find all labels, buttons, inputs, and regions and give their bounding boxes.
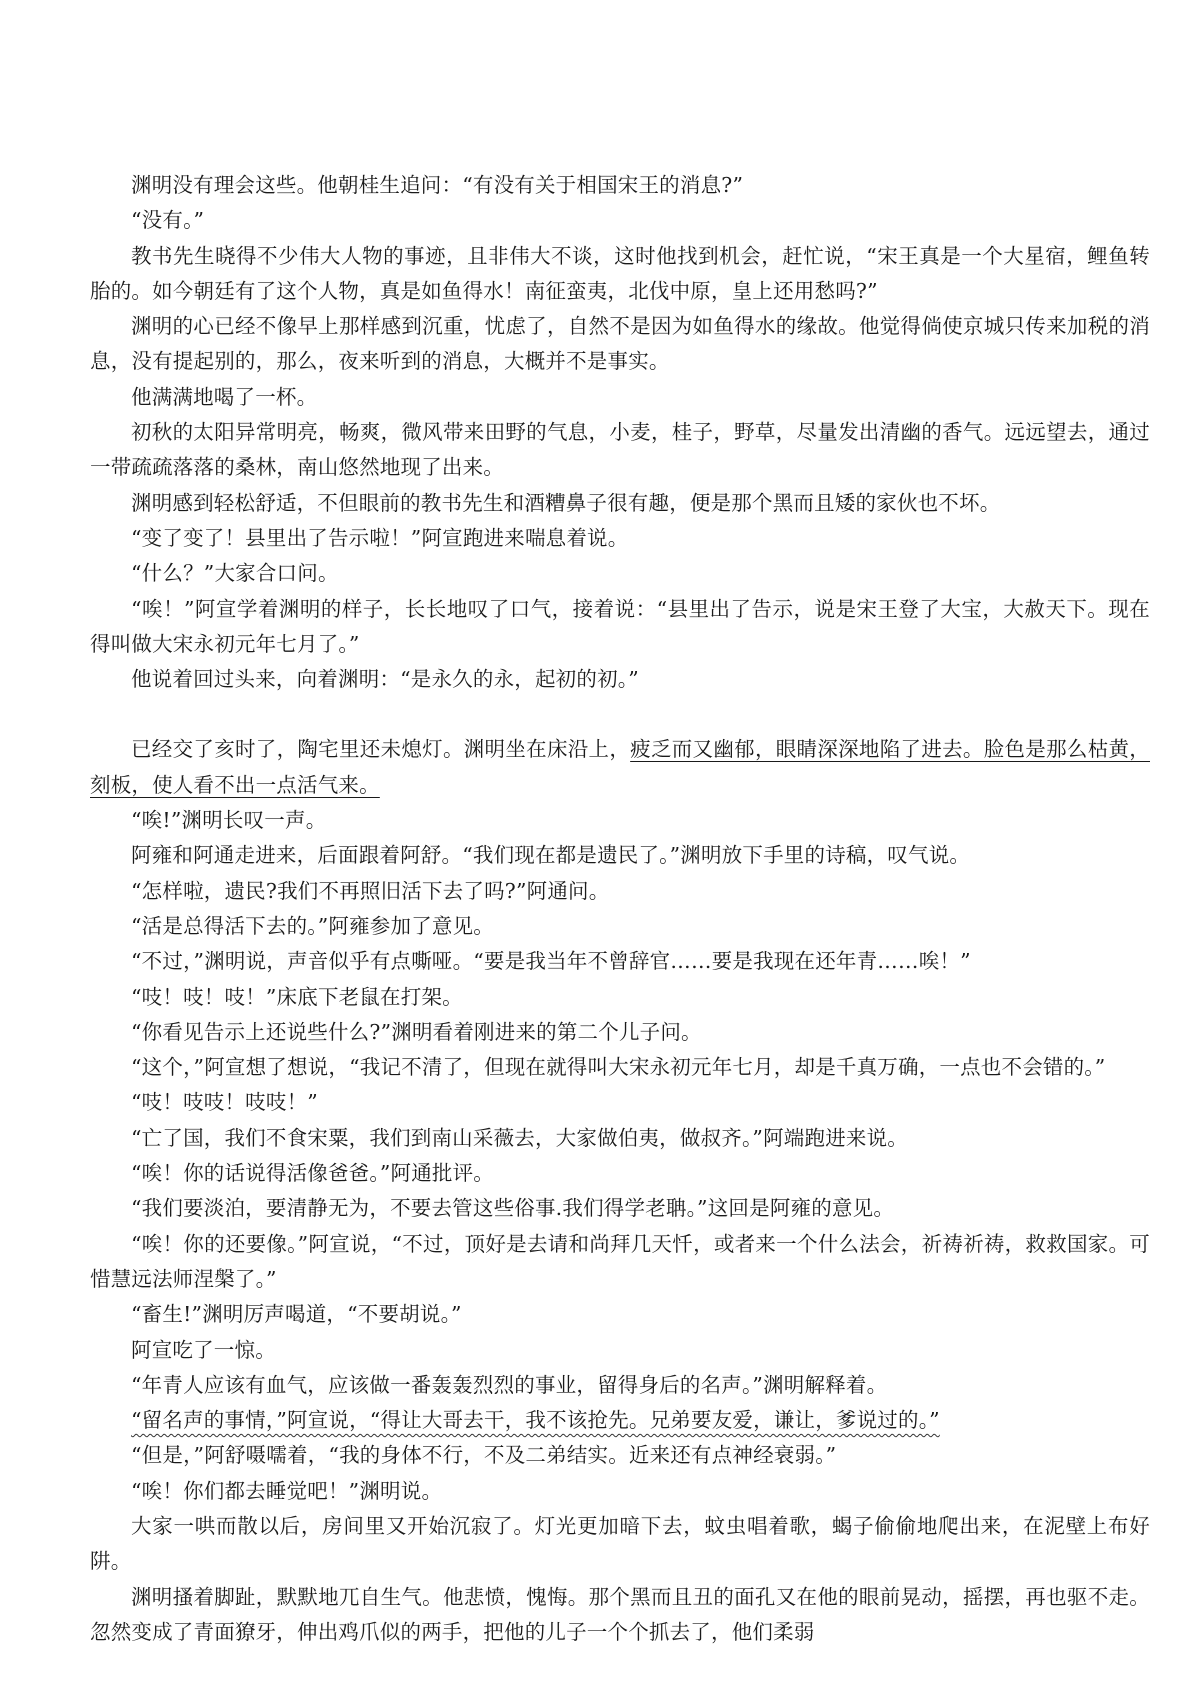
paragraph: “年青人应该有血气，应该做一番轰轰烈烈的事业，留得身后的名声。”渊明解释着。 xyxy=(131,1372,888,1397)
paragraph: 初秋的太阳异常明亮，畅爽，微风带来田野的气息，小麦，桂子，野草，尽量发出清幽的香气。远远望去，通过一带疏疏落落的桑林，南山悠然地现了出来。 xyxy=(90,420,1150,480)
underlined-text: 疲乏而又幽郁，眼睛深深地陷了进去。脸色是那么枯黄，刻板，使人看不出一点活气来。 xyxy=(90,737,1150,797)
paragraph: “不过，”渊明说，声音似乎有点嘶哑。“要是我当年不曾辞官……要是我现在还年青……唉！” xyxy=(131,949,971,974)
paragraph: 渊明没有理会这些。他朝桂生追问：“有没有关于相国宋王的消息?” xyxy=(131,173,744,197)
paragraph: “你看见告示上还说些什么?”渊明看着刚进来的第二个儿子问。 xyxy=(131,1019,702,1044)
paragraph-underlined-passage xyxy=(90,732,1150,803)
paragraph: 阿雍和阿通走进来，后面跟着阿舒。“我们现在都是遗民了。”渊明放下手里的诗稿，叹气说。 xyxy=(131,843,971,868)
paragraph: “但是，”阿舒嗫嚅着，“我的身体不行，不及二弟结实。近来还有点神经衰弱。” xyxy=(131,1443,837,1468)
paragraph: 大家一哄而散以后，房间里又开始沉寂了。灯光更加暗下去，蚊虫唱着歌，蝎子偷偷地爬出来，在泥壁上布好阱。 xyxy=(90,1513,1150,1574)
paragraph: “我们要淡泊，要清静无为，不要去管这些俗事.我们得学老聃。”这回是阿雍的意见。 xyxy=(131,1196,895,1221)
paragraph: 渊明的心已经不像早上那样感到沉重，忧虑了，自然不是因为如鱼得水的缘故。他觉得倘使京城只传来加税的消息，没有提起别的，那么，夜来听到的消息，大概并不是事实。 xyxy=(90,314,1150,374)
paragraph: “怎样啦，遗民?我们不再照旧活下去了吗?”阿通问。 xyxy=(131,878,610,903)
section-break xyxy=(90,697,1150,732)
paragraph: 渊明搔着脚趾，默默地兀自生气。他悲愤，愧悔。那个黑而且丑的面孔又在他的眼前晃动，摇摆，再也驱不走。忽然变成了青面獠牙，伸出鸡爪似的两手，把他的儿子一个个抓去了，他们柔弱 xyxy=(90,1584,1150,1644)
paragraph: “亡了国，我们不食宋粟，我们到南山采薇去，大家做伯夷，做叔齐。”阿端跑进来说。 xyxy=(131,1125,909,1150)
paragraph: 他说着回过头来，向着渊明：“是永久的永，起初的初。” xyxy=(131,667,639,692)
paragraph: 阿宣吃了一惊。 xyxy=(131,1337,276,1362)
paragraph: “吱！吱吱！吱吱！” xyxy=(131,1090,318,1115)
wavy-underlined-text: “留名声的事情，”阿宣说，“得让大哥去干，我不该抢先。兄弟要友爱，谦让，爹说过的。” xyxy=(131,1408,940,1433)
paragraph: “唉！你的话说得活像爸爸。”阿通批评。 xyxy=(131,1161,495,1186)
paragraph: “什么？”大家合口问。 xyxy=(131,561,339,586)
paragraph: “唉！你们都去睡觉吧！”渊明说。 xyxy=(131,1478,443,1503)
paragraph: 他满满地喝了一杯。 xyxy=(131,384,318,409)
paragraph: “活是总得活下去的。”阿雍参加了意见。 xyxy=(131,913,495,938)
paragraph-wavy-underline xyxy=(90,1403,1150,1438)
paragraph: “这个，”阿宣想了想说，“我记不清了，但现在就得叫大宋永初元年七月，却是千真万确，一点也不会错的。” xyxy=(131,1055,1106,1080)
document-page xyxy=(90,168,1150,1650)
paragraph: “没有。” xyxy=(131,208,205,233)
paragraph-text: 已经交了亥时了，陶宅里还未熄灯。渊明坐在床沿上， xyxy=(131,737,631,762)
paragraph: 教书先生晓得不少伟大人物的事迹，且非伟大不谈，这时他找到机会，赶忙说，“宋王真是一个大星宿，鲤鱼转胎的。如今朝廷有了这个人物，真是如鱼得水！南征蛮夷，北伐中原，皇上还用愁吗?” xyxy=(90,243,1150,303)
paragraph: “唉！你的还要像。”阿宣说，“不过，顶好是去请和尚拜几天忏，或者来一个什么法会，祈祷祈祷，救救国家。可惜慧远法师涅槃了。” xyxy=(90,1231,1150,1291)
paragraph: “唉！”阿宣学着渊明的样子，长长地叹了口气，接着说：“县里出了告示，说是宋王登了大宝，大赦天下。现在得叫做大宋永初元年七月了。” xyxy=(90,596,1150,656)
paragraph: 渊明感到轻松舒适，不但眼前的教书先生和酒糟鼻子很有趣，便是那个黑而且矮的家伙也不坏。 xyxy=(131,490,1001,515)
paragraph: “唉!”渊明长叹一声。 xyxy=(131,808,327,833)
paragraph: “吱！吱！吱！”床底下老鼠在打架。 xyxy=(131,984,463,1009)
paragraph: “变了变了！县里出了告示啦！”阿宣跑进来喘息着说。 xyxy=(131,525,629,550)
paragraph: “畜生!”渊明厉声喝道，“不要胡说。” xyxy=(131,1302,462,1327)
